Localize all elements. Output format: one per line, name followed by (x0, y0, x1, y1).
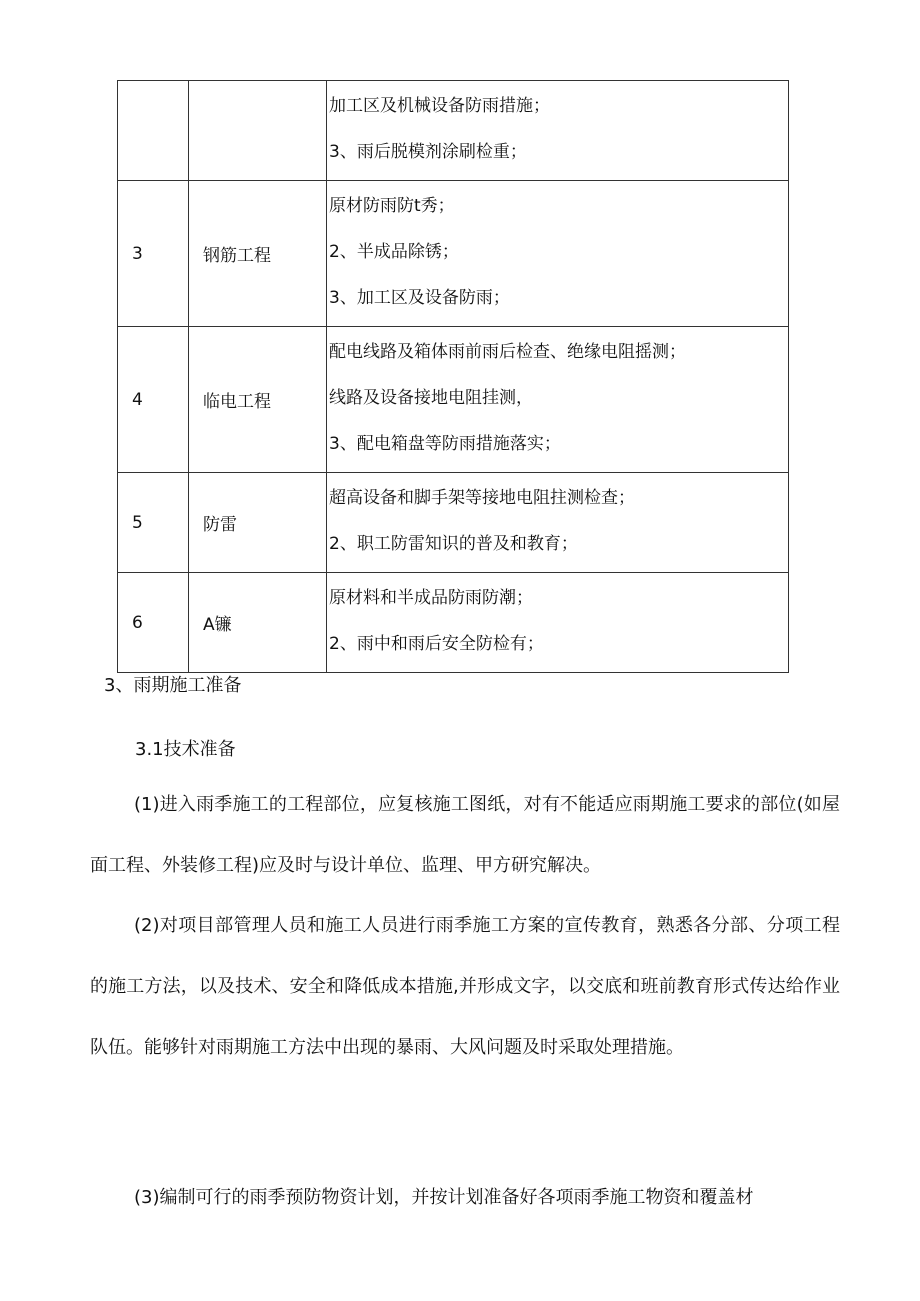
table-row (118, 327, 789, 473)
work-item-name: 钢筋工程 (189, 181, 327, 327)
table-row (118, 573, 789, 673)
measure-line: 3、加工区及设备防雨； (329, 288, 510, 308)
measure-line: 线路及设备接地电阻挂测， (329, 388, 533, 408)
measure-line: 配电线路及箱体雨前雨后检查、绝缘电阻摇测； (329, 342, 686, 362)
paragraph: (2)对项目部管理人员和施工人员进行雨季施工方案的宣传教育，熟悉各分部、分项工程的施工方法，以及技术、安全和降低成本措施,并形成文字，以交底和班前教育形式传达给作业队伍。能够针对雨期施工方法中出现的暴雨、大风问题及时采取处理措施。 (90, 915, 840, 1058)
table-row (118, 181, 789, 327)
work-item-name (189, 81, 327, 181)
measure-line: 3、雨后脱模剂涂刷检重； (329, 142, 527, 162)
section-heading: 3、雨期施工准备 (104, 675, 242, 696)
row-number: 3 (118, 181, 189, 327)
table-row (118, 473, 789, 573)
measures-cell (327, 327, 789, 473)
measure-line: 超高设备和脚手架等接地电阻拄测检查； (329, 488, 635, 508)
measures-cell (327, 81, 789, 181)
measures-cell (327, 473, 789, 573)
work-item-name: A镰 (189, 573, 327, 673)
work-item-name: 防雷 (189, 473, 327, 573)
measure-line: 原材防雨防t秀； (329, 196, 455, 216)
measure-line: 2、职工防雷知识的普及和教育； (329, 534, 578, 554)
measure-line: 3、配电箱盘等防雨措施落实； (329, 434, 561, 454)
row-number: 6 (118, 573, 189, 673)
row-number (118, 81, 189, 181)
measure-line: 2、雨中和雨后安全防检有； (329, 634, 544, 654)
measure-line: 2、半成品除锈； (329, 242, 459, 262)
row-number: 4 (118, 327, 189, 473)
measure-line: 加工区及机械设备防雨措施； (329, 96, 550, 116)
paragraph: (3)编制可行的雨季预防物资计划，并按计划准备好各项雨季施工物资和覆盖材 (134, 1187, 754, 1208)
row-number: 5 (118, 473, 189, 573)
measures-cell (327, 181, 789, 327)
measure-line: 原材料和半成品防雨防潮； (329, 588, 533, 608)
paragraph: (1)进入雨季施工的工程部位，应复核施工图纸，对有不能适应雨期施工要求的部位(如屋面工程、外装修工程)应及时与设计单位、监理、甲方研究解决。 (90, 794, 840, 876)
rain-measures-table (117, 80, 789, 673)
subsection-heading: 3.1技术准备 (135, 739, 236, 760)
table-row (118, 81, 789, 181)
measures-cell (327, 573, 789, 673)
work-item-name: 临电工程 (189, 327, 327, 473)
